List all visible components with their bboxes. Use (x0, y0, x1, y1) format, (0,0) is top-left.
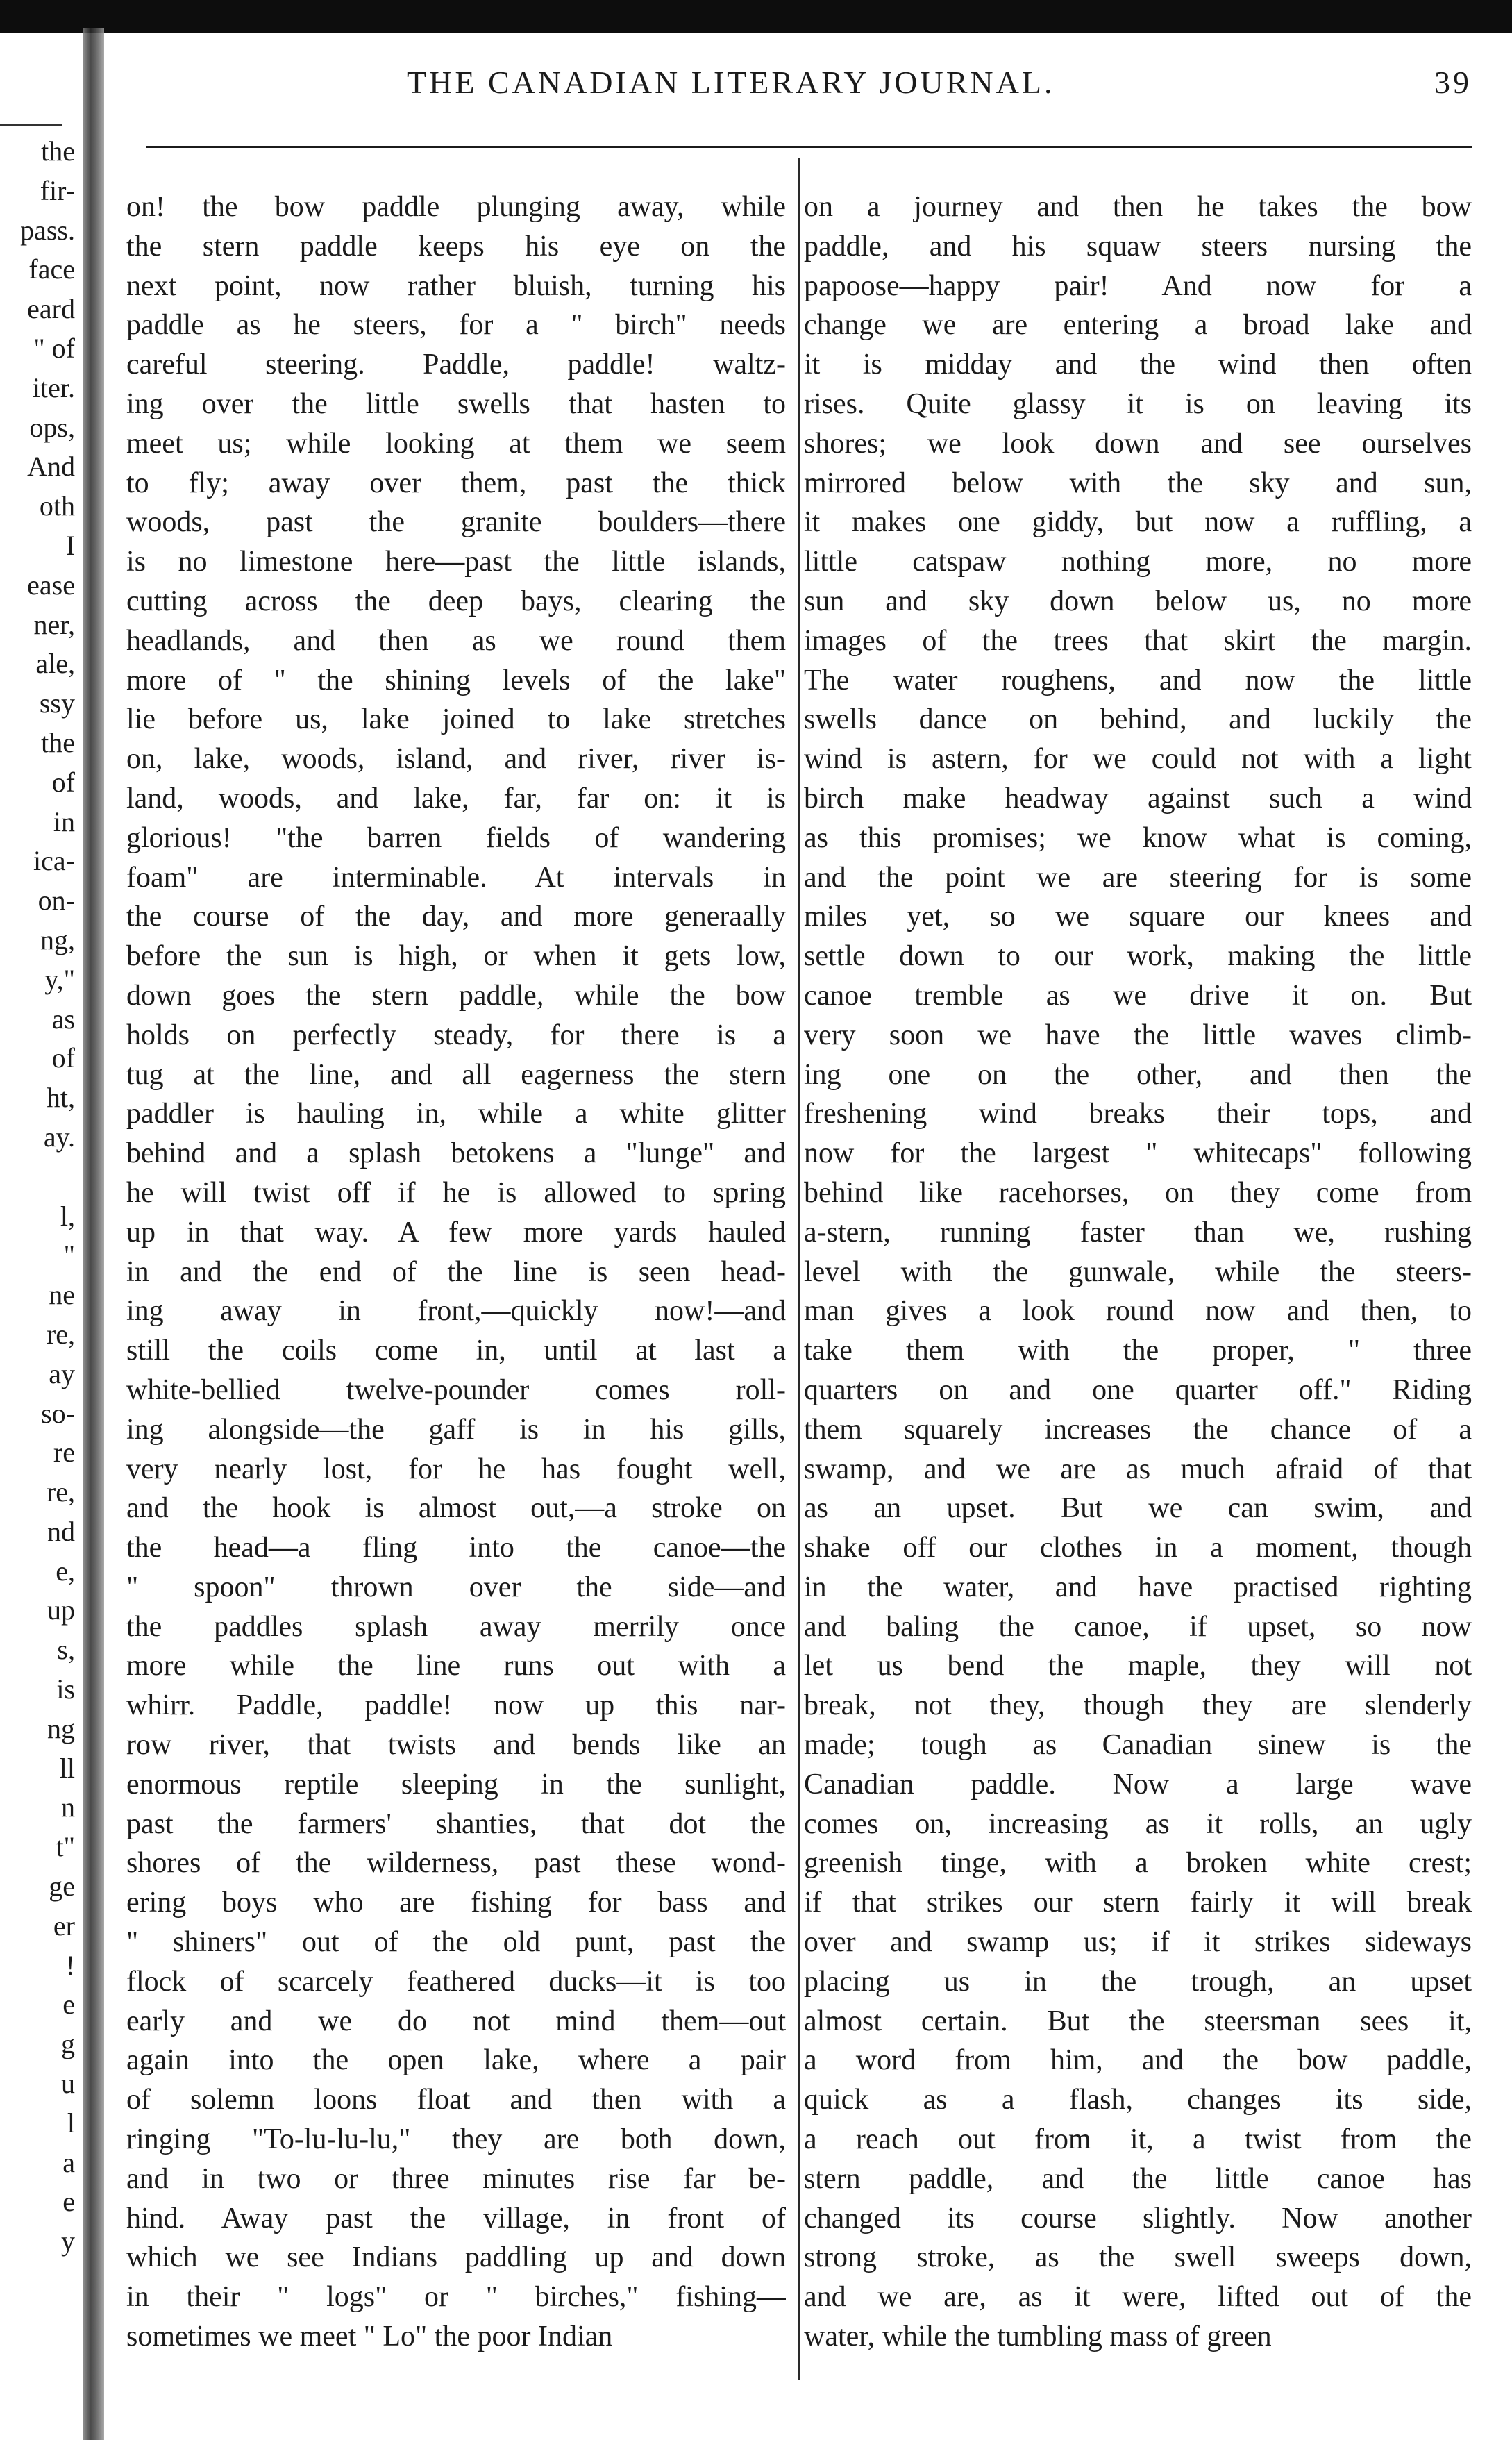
margin-fragment: ht, (46, 1082, 75, 1114)
text-line: mirrored below with the sky and sun, (804, 467, 1472, 499)
margin-fragment: s, (57, 1634, 75, 1666)
text-line: " spoon" thrown over the side—and (126, 1571, 786, 1603)
text-line: swells dance on behind, and luckily the (804, 703, 1472, 736)
margin-fragment (0, 1158, 75, 1197)
text-line: cutting across the deep bays, clearing the (126, 585, 786, 617)
text-line: " shiners" out of the old punt, past the (126, 1926, 786, 1959)
text-line: on, lake, woods, island, and river, river is- (126, 743, 786, 776)
text-line: shores; we look down and see ourselves (804, 427, 1472, 460)
text-line: them squarely increases the chance of a (804, 1413, 1472, 1446)
text-line: sometimes we meet " Lo" the poor Indian (126, 2321, 613, 2353)
margin-fragment: iter. (32, 371, 75, 403)
text-line: almost certain. But the steersman sees it, (804, 2005, 1472, 2037)
text-line: which we see Indians paddling up and down (126, 2241, 786, 2274)
running-title: THE CANADIAN LITERARY JOURNAL. (407, 65, 1055, 100)
margin-fragment: so- (41, 1397, 75, 1429)
text-line: quick as a flash, changes its side, (804, 2084, 1472, 2116)
margin-fragment: as (51, 1003, 75, 1035)
margin-fragment: ops, (29, 411, 75, 443)
margin-fragment: n (61, 1791, 75, 1823)
margin-fragment: g (61, 2028, 75, 2060)
text-line: if that strikes our stern fairly it will break (804, 1887, 1472, 1919)
text-line: in and the end of the line is seen head- (126, 1255, 786, 1288)
text-line: lie before us, lake joined to lake stretches (126, 703, 786, 736)
margin-fragment: in (53, 805, 75, 837)
margin-fragment: eard (27, 293, 75, 325)
text-line: man gives a look round now and then, to (804, 1295, 1472, 1328)
margin-fragment: re (53, 1437, 75, 1469)
text-line: foam" are interminable. At intervals in (126, 861, 786, 894)
text-line: it makes one giddy, but now a ruffling, a (804, 506, 1472, 539)
margin-fragment: ! (65, 1949, 75, 1981)
text-line: again into the open lake, where a pair (126, 2044, 786, 2077)
text-line: freshening wind breaks their tops, and (804, 1098, 1472, 1130)
text-line: in the water, and have practised righting (804, 1571, 1472, 1603)
margin-fragment: t" (56, 1831, 75, 1863)
text-line: and baling the canoe, if upset, so now (804, 1610, 1472, 1643)
text-line: the course of the day, and more generaally (126, 901, 786, 933)
page-header (389, 64, 1472, 106)
text-line: a reach out from it, a twist from the (804, 2123, 1472, 2156)
text-line: land, woods, and lake, far, far on: it is (126, 782, 786, 814)
text-line: before the sun is high, or when it gets low, (126, 940, 786, 973)
text-line: row river, that twists and bends like an (126, 1729, 786, 1762)
text-line: Canadian paddle. Now a large wave (804, 1768, 1472, 1800)
margin-fragment: ne (49, 1279, 75, 1311)
margin-fragment: the (41, 135, 75, 167)
text-line: images of the trees that skirt the margin. (804, 624, 1472, 657)
margin-fragment: y (61, 2225, 75, 2257)
text-line: take them with the proper, " three (804, 1335, 1472, 1367)
text-line: strong stroke, as the swell sweeps down, (804, 2241, 1472, 2274)
margin-fragment: ease (27, 569, 75, 601)
text-line: woods, past the granite boulders—there (126, 506, 786, 539)
text-line: ing alongside—the gaff is in his gills, (126, 1413, 786, 1446)
text-line: paddle as he steers, for a " birch" needs (126, 309, 786, 342)
text-line: behind and a splash betokens a "lunge" and (126, 1137, 786, 1170)
text-line: down goes the stern paddle, while the bow (126, 979, 786, 1012)
text-line: break, not they, though they are slenderly (804, 1689, 1472, 1722)
margin-fragment: ng (47, 1712, 75, 1744)
margin-fragment: ica- (33, 845, 75, 877)
margin-fragment: e (62, 2186, 75, 2218)
margin-fragment: And (27, 451, 75, 483)
column-divider (798, 158, 800, 2380)
text-line: papoose—happy pair! And now for a (804, 269, 1472, 302)
text-line: meet us; while looking at them we seem (126, 427, 786, 460)
text-line: a word from him, and the bow paddle, (804, 2044, 1472, 2077)
text-line: in their " logs" or " birches," fishing— (126, 2281, 786, 2314)
text-line: glorious! "the barren fields of wandering (126, 821, 786, 854)
text-line: he will twist off if he is allowed to spring (126, 1176, 786, 1209)
text-line: up in that way. A few more yards hauled (126, 1216, 786, 1248)
text-line: the stern paddle keeps his eye on the (126, 230, 786, 262)
header-rule (146, 146, 1472, 148)
text-line: shake off our clothes in a moment, though (804, 1532, 1472, 1564)
text-line: ing over the little swells that hasten to (126, 387, 786, 420)
margin-fragment: e, (56, 1555, 75, 1587)
text-line: greenish tinge, with a broken white crest; (804, 1847, 1472, 1880)
text-line: holds on perfectly steady, for there is a (126, 1019, 786, 1051)
margin-fragment: ay (49, 1357, 75, 1389)
text-line: ing away in front,—quickly now!—and (126, 1295, 786, 1328)
margin-fragment: up (47, 1594, 75, 1626)
text-line: is no limestone here—past the little islands, (126, 546, 786, 578)
margin-fragment: face (28, 253, 75, 285)
binding-gutter (83, 28, 104, 2440)
text-line: very nearly lost, for he has fought well, (126, 1453, 786, 1485)
text-line: tug at the line, and all eagerness the stern (126, 1058, 786, 1091)
text-line: careful steering. Paddle, paddle! waltz- (126, 349, 786, 381)
text-line: now for the largest " whitecaps" following (804, 1137, 1472, 1170)
margin-fragment: l, (60, 1200, 75, 1232)
text-line: the paddles splash away merrily once (126, 1610, 786, 1643)
margin-fragment: nd (47, 1515, 75, 1547)
text-line: wind is astern, for we could not with a light (804, 743, 1472, 776)
margin-fragment: pass. (20, 214, 75, 246)
text-line: and in two or three minutes rise far be- (126, 2162, 786, 2195)
text-line: enormous reptile sleeping in the sunlight, (126, 1768, 786, 1800)
text-line: let us bend the maple, they will not (804, 1650, 1472, 1682)
text-line: still the coils come in, until at last a (126, 1335, 786, 1367)
margin-fragment: ll (59, 1752, 75, 1784)
text-line: a-stern, running faster than we, rushing (804, 1216, 1472, 1248)
text-line: paddler is hauling in, while a white glitter (126, 1098, 786, 1130)
text-line: headlands, and then as we round them (126, 624, 786, 657)
text-line: little catspaw nothing more, no more (804, 546, 1472, 578)
margin-fragment: ng, (40, 924, 75, 955)
text-line: on! the bow paddle plunging away, while (126, 191, 786, 223)
text-line: canoe tremble as we drive it on. But (804, 979, 1472, 1012)
right-column (804, 187, 1472, 2357)
text-line: ing one on the other, and then the (804, 1058, 1472, 1091)
text-line: rises. Quite glassy it is on leaving its (804, 387, 1472, 420)
text-line: behind like racehorses, on they come from (804, 1176, 1472, 1209)
text-line: and the hook is almost out,—a stroke on (126, 1492, 786, 1525)
text-line: hind. Away past the village, in front of (126, 2202, 786, 2234)
margin-fragment: fir- (40, 174, 75, 206)
margin-fragment: re, (46, 1318, 75, 1350)
text-line: and the point we are steering for is some (804, 861, 1472, 894)
left-column (126, 187, 786, 2357)
text-line: next point, now rather bluish, turning his (126, 269, 786, 302)
adjacent-page-fragments (0, 132, 75, 2262)
margin-fragment: re, (46, 1476, 75, 1508)
margin-fragment: the (41, 726, 75, 758)
text-line: as an upset. But we can swim, and (804, 1492, 1472, 1525)
text-line: ering boys who are fishing for bass and (126, 1887, 786, 1919)
text-line: ringing "To-lu-lu-lu," they are both down, (126, 2123, 786, 2156)
margin-fragment: of (51, 1042, 75, 1074)
page-top-shadow (0, 0, 1512, 33)
text-line: very soon we have the little waves climb- (804, 1019, 1472, 1051)
margin-fragment: e (62, 1989, 75, 2021)
text-line: shores of the wilderness, past these wond- (126, 1847, 786, 1880)
text-line: as this promises; we know what is coming, (804, 821, 1472, 854)
margin-fragment: ner, (33, 608, 75, 640)
text-line: quarters on and one quarter off." Riding (804, 1373, 1472, 1406)
text-line: sun and sky down below us, no more (804, 585, 1472, 617)
text-line: more while the line runs out with a (126, 1650, 786, 1682)
text-line: whirr. Paddle, paddle! now up this nar- (126, 1689, 786, 1722)
margin-fragment: " (63, 1239, 75, 1271)
margin-fragment: is (56, 1673, 75, 1705)
text-line: change we are entering a broad lake and (804, 309, 1472, 342)
margin-fragment: a (62, 2146, 75, 2178)
text-line: The water roughens, and now the little (804, 664, 1472, 696)
margin-fragment: oth (39, 490, 75, 522)
text-line: level with the gunwale, while the steers- (804, 1255, 1472, 1288)
text-line: white-bellied twelve-pounder comes roll- (126, 1373, 786, 1406)
margin-fragment: er (53, 1910, 75, 1941)
margin-fragment: y," (44, 963, 75, 995)
text-line: stern paddle, and the little canoe has (804, 2162, 1472, 2195)
text-line: changed its course slightly. Now another (804, 2202, 1472, 2234)
text-line: over and swamp us; if it strikes sideways (804, 1926, 1472, 1959)
text-line: miles yet, so we square our knees and (804, 901, 1472, 933)
text-line: and we are, as it were, lifted out of the (804, 2281, 1472, 2314)
margin-fragment: u (61, 2068, 75, 2100)
adjacent-page-rule (0, 124, 62, 126)
margin-fragment: on- (37, 885, 75, 917)
text-line: of solemn loons float and then with a (126, 2084, 786, 2116)
margin-fragment: I (65, 529, 75, 561)
text-line: more of " the shining levels of the lake" (126, 664, 786, 696)
text-line: on a journey and then he takes the bow (804, 191, 1472, 223)
margin-fragment: ay. (43, 1121, 75, 1153)
text-line: to fly; away over them, past the thick (126, 467, 786, 499)
text-line: placing us in the trough, an upset (804, 1965, 1472, 1998)
text-line: swamp, and we are as much afraid of that (804, 1453, 1472, 1485)
text-line: it is midday and the wind then often (804, 349, 1472, 381)
text-line: comes on, increasing as it rolls, an ugly (804, 1807, 1472, 1840)
page-number: 39 (1434, 65, 1472, 100)
margin-fragment: l (67, 2107, 75, 2139)
text-line: made; tough as Canadian sinew is the (804, 1729, 1472, 1762)
margin-fragment: " of (33, 332, 75, 364)
margin-fragment: ale, (35, 648, 75, 680)
text-line: birch make headway against such a wind (804, 782, 1472, 814)
margin-fragment: ge (49, 1871, 75, 1903)
text-line: the head—a fling into the canoe—the (126, 1532, 786, 1564)
text-line: flock of scarcely feathered ducks—it is too (126, 1965, 786, 1998)
text-line: water, while the tumbling mass of green (804, 2321, 1272, 2353)
margin-fragment: of (51, 766, 75, 798)
text-line: early and we do not mind them—out (126, 2005, 786, 2037)
margin-fragment: ssy (39, 687, 75, 719)
text-line: past the farmers' shanties, that dot the (126, 1807, 786, 1840)
text-line: settle down to our work, making the little (804, 940, 1472, 973)
text-line: paddle, and his squaw steers nursing the (804, 230, 1472, 262)
